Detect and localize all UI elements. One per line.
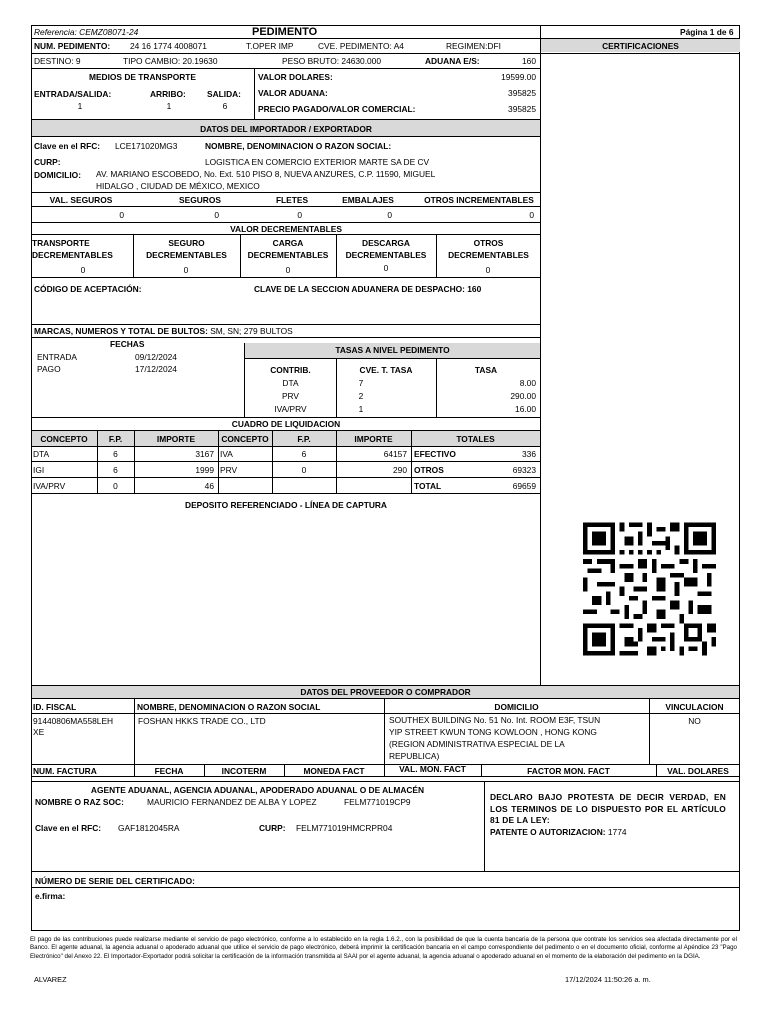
total-total: 69659 bbox=[512, 481, 536, 491]
factura-header-5: FACTOR MON. FACT bbox=[527, 766, 610, 776]
decrementables-header-3b: DECREMENTABLES bbox=[345, 250, 427, 260]
proveedor-nombre-label: NOMBRE, DENOMINACION O RAZON SOCIAL bbox=[137, 702, 321, 712]
proveedor-domicilio-3: (REGION ADMINISTRATIVA ESPECIAL DE LA bbox=[389, 739, 565, 749]
domicilio-line1: AV. MARIANO ESCOBEDO, No. Ext. 510 PISO 8, NUEVA ANZURES, C.P. 11590, MIGUEL bbox=[96, 169, 436, 179]
id-fiscal-line2: XE bbox=[33, 727, 45, 737]
agente-curp: FELM771019HMCRPR04 bbox=[296, 823, 393, 833]
liq-concepto2-1: PRV bbox=[220, 465, 238, 475]
vinculacion-label: VINCULACION bbox=[665, 702, 724, 712]
decrementables-header-4b: DECREMENTABLES bbox=[448, 250, 529, 260]
liquidacion-header-importe-2: IMPORTE bbox=[354, 434, 393, 444]
liq-fp-2: 0 bbox=[113, 481, 118, 491]
liq-importe-0: 3167 bbox=[195, 449, 214, 459]
liq-fp2-1: 0 bbox=[301, 465, 307, 475]
importador-nombre-label: NOMBRE, DENOMINACION O RAZON SOCIAL: bbox=[205, 141, 392, 151]
tipo-cambio: TIPO CAMBIO: 20.19630 bbox=[123, 56, 218, 66]
importador-rfc: LCE171020MG3 bbox=[115, 141, 178, 151]
factura-header-1: FECHA bbox=[154, 766, 184, 776]
incrementables-value-3: 0 bbox=[387, 210, 392, 220]
incrementables-header-1: SEGUROS bbox=[179, 195, 221, 205]
liq-fp-1: 6 bbox=[113, 465, 118, 475]
precio-pagado-value: 395825 bbox=[508, 104, 536, 114]
transporte-title: MEDIOS DE TRANSPORTE bbox=[88, 72, 197, 82]
factura-header-4: VAL. MON. FACT bbox=[399, 764, 466, 774]
liquidacion-header-fp-2: F.P. bbox=[297, 434, 311, 444]
fecha-pago: 17/12/2024 bbox=[135, 364, 177, 374]
fecha-entrada-label: ENTRADA bbox=[37, 352, 78, 362]
aduana-value: 160 bbox=[522, 56, 536, 66]
incrementables-value-0: 0 bbox=[119, 210, 124, 220]
entrada-salida-value: 1 bbox=[77, 101, 83, 111]
decrementables-header-1a: SEGURO bbox=[168, 238, 205, 248]
vinculacion-value: NO bbox=[688, 716, 701, 726]
clave-pedimento: CVE. PEDIMENTO: A4 bbox=[318, 41, 404, 51]
total-total-label: TOTAL bbox=[414, 481, 442, 491]
decrementables-header-3a: DESCARGA bbox=[362, 238, 410, 248]
total-efectivo-label: EFECTIVO bbox=[414, 449, 456, 459]
agente-rfc: GAF1812045RA bbox=[118, 823, 180, 833]
domicilio-line2: HIDALGO , CIUDAD DE MÉXICO, MEXICO bbox=[96, 181, 260, 191]
tasa-cve-0: 7 bbox=[358, 378, 364, 388]
valor-aduana-value: 395825 bbox=[508, 88, 536, 98]
patente-value: 1774 bbox=[607, 827, 627, 837]
tasa-cve-1: 2 bbox=[358, 391, 364, 401]
arribo-value: 1 bbox=[166, 101, 172, 111]
proveedor-domicilio-1: SOUTHEX BUILDING No. 51 No. Int. ROOM E3F, TSUN bbox=[389, 715, 601, 725]
tasas-title: TASAS A NIVEL PEDIMENTO bbox=[335, 345, 450, 355]
num-pedimento-label: NUM. PEDIMENTO: bbox=[34, 41, 111, 51]
fecha-pago-label: PAGO bbox=[37, 364, 61, 374]
importador-nombre: LOGISTICA EN COMERCIO EXTERIOR MARTE SA DE CV bbox=[205, 157, 430, 167]
decrementables-value-0: 0 bbox=[80, 265, 86, 275]
marcas bbox=[34, 326, 293, 336]
page-title: PEDIMENTO bbox=[252, 26, 318, 38]
domicilio-label: DOMICILIO: bbox=[34, 170, 81, 180]
clave-seccion-aduanera: CLAVE DE LA SECCION ADUANERA DE DESPACHO: 160 bbox=[254, 284, 482, 294]
proveedor-domicilio-2: YIP STREET KWUN TONG KOWLOON , HONG KONG bbox=[389, 727, 597, 737]
factura-header-2: INCOTERM bbox=[221, 766, 267, 776]
agente-curp-label: CURP: bbox=[259, 823, 286, 833]
liq-fp-0: 6 bbox=[113, 449, 118, 459]
salida-value: 6 bbox=[222, 101, 228, 111]
qr-code-icon bbox=[583, 520, 716, 658]
destino: DESTINO: 9 bbox=[34, 56, 81, 66]
decrementables-header-2a: CARGA bbox=[272, 238, 304, 248]
liq-importe-1: 1999 bbox=[195, 465, 214, 475]
declaracion-protesta: DECLARO BAJO PROTESTA DE DECIR VERDAD, EN LOS TERMINOS DE LO DISPUESTO POR EL ARTÍCULO 81 DE LA LEY: bbox=[490, 792, 726, 825]
factura-header-6: VAL. DOLARES bbox=[667, 766, 729, 776]
importador-rfc-label: Clave en el RFC: bbox=[34, 141, 101, 151]
regimen: REGIMEN:DFI bbox=[446, 41, 501, 51]
peso-bruto: PESO BRUTO: 24630.000 bbox=[282, 56, 382, 66]
liquidacion-header-fp-1: F.P. bbox=[108, 434, 123, 444]
liquidacion-header-totales: TOTALES bbox=[456, 434, 495, 444]
liq-importe-2: 46 bbox=[204, 481, 214, 491]
tasas-header-1: CVE. T. TASA bbox=[359, 365, 413, 375]
marcas-label: MARCAS, NUMEROS Y TOTAL DE BULTOS: bbox=[34, 326, 208, 336]
decrementables-header-2b: DECREMENTABLES bbox=[247, 250, 329, 260]
liquidacion-header-concepto-2: CONCEPTO bbox=[221, 434, 269, 444]
aduana-label: ADUANA E/S: bbox=[425, 56, 480, 66]
num-pedimento: 24 16 1774 4008071 bbox=[130, 41, 207, 51]
codigo-aceptacion-label: CÓDIGO DE ACEPTACIÓN: bbox=[34, 284, 142, 294]
proveedor-domicilio-label: DOMICILIO bbox=[494, 702, 539, 712]
agente-rfc-inline: FELM771019CP9 bbox=[344, 797, 411, 807]
arribo-label: ARRIBO: bbox=[150, 89, 186, 99]
timestamp: 17/12/2024 11:50:26 a. m. bbox=[565, 975, 651, 984]
liq-importe2-0: 64157 bbox=[383, 449, 407, 459]
factura-header-3: MONEDA FACT bbox=[303, 766, 365, 776]
incrementables-value-2: 0 bbox=[297, 210, 302, 220]
decrementables-value-2: 0 bbox=[285, 265, 291, 275]
decrementables-header-4a: OTROS bbox=[473, 238, 504, 248]
deposito-title: DEPOSITO REFERENCIADO - LÍNEA DE CAPTURA bbox=[185, 500, 387, 510]
id-fiscal-label: ID. FISCAL bbox=[33, 702, 77, 712]
incrementables-header-2: FLETES bbox=[275, 195, 309, 205]
tasa-valor-2: 16.00 bbox=[515, 404, 536, 414]
liq-concepto-2: IVA/PRV bbox=[33, 481, 66, 491]
tasa-contrib-1: PRV bbox=[281, 391, 300, 401]
referencia: Referencia: CEMZ08071-24 bbox=[34, 27, 139, 37]
factura-header-0: NUM. FACTURA bbox=[33, 766, 97, 776]
proveedor-title: DATOS DEL PROVEEDOR O COMPRADOR bbox=[300, 687, 471, 697]
serie-certificado-label: NÚMERO DE SERIE DEL CERTIFICADO: bbox=[35, 876, 195, 886]
incrementables-header-4: OTROS INCREMENTABLES bbox=[424, 195, 534, 205]
valor-dolares-value: 19599.00 bbox=[501, 72, 536, 82]
decrementables-header-1b: DECREMENTABLES bbox=[146, 250, 227, 260]
decrementables-header-0a: TRANSPORTE bbox=[32, 238, 90, 248]
curp-label: CURP: bbox=[34, 157, 61, 167]
usuario: ALVAREZ bbox=[34, 975, 67, 984]
fechas-title: FECHAS bbox=[110, 339, 145, 349]
tasa-contrib-2: IVA/PRV bbox=[274, 404, 307, 414]
tasa-cve-2: 1 bbox=[358, 404, 364, 414]
importador-title: DATOS DEL IMPORTADOR / EXPORTADOR bbox=[200, 124, 372, 134]
proveedor-nombre: FOSHAN HKKS TRADE CO., LTD bbox=[138, 716, 266, 726]
decrementables-title: VALOR DECREMENTABLES bbox=[230, 224, 342, 234]
nota-pago-electronico: El pago de las contribuciones puede realizarse mediante el servicio de pago electrónico, conforme a lo establecido en la regla 1.6.2., con la posibilidad de que la cuenta bancaria de la persona que contrate los servicios sea afectada directamente por el Banco. El agente aduanal, la agencia aduanal o apoderado aduanal que utilice el servicio de pago electrónico, deberá imprimir la certificación bancaria en el campo correspondiente del pedimento o en el documento oficial, conforme al Apéndice 23 "Pago Electrónico" del Anexo 22. El Importador-Exportador podrá solicitar la certificación de la información transmitida al SAAI por el agente aduanal, la agencia aduanal o apoderado aduanal en el momento de la elaboración del pedimento en la DGIA. bbox=[30, 936, 737, 960]
liquidacion-title: CUADRO DE LIQUIDACION bbox=[231, 419, 341, 429]
marcas-value: SM, SN; 279 BULTOS bbox=[210, 326, 293, 336]
decrementables-value-4: 0 bbox=[485, 265, 491, 275]
liquidacion-header-importe-1: IMPORTE bbox=[156, 434, 196, 444]
liquidacion-header-concepto-1: CONCEPTO bbox=[40, 434, 88, 444]
decrementables-value-3: 0 bbox=[383, 263, 389, 273]
incrementables-value-1: 0 bbox=[214, 210, 219, 220]
agente-nombre-label: NOMBRE O RAZ SOC: bbox=[35, 797, 124, 807]
decrementables-header-0b: DECREMENTABLES bbox=[32, 250, 113, 260]
fecha-entrada: 09/12/2024 bbox=[135, 352, 177, 362]
entrada-salida-label: ENTRADA/SALIDA: bbox=[34, 89, 112, 99]
liq-concepto2-0: IVA bbox=[220, 449, 233, 459]
patente-label bbox=[490, 827, 627, 837]
tasa-valor-1: 290.00 bbox=[510, 391, 536, 401]
liq-concepto-0: DTA bbox=[33, 449, 50, 459]
decrementables-value-1: 0 bbox=[183, 265, 189, 275]
id-fiscal-line1: 91440806MA558LEH bbox=[33, 716, 114, 726]
efirma-label: e.firma: bbox=[35, 891, 66, 901]
valor-aduana-label: VALOR ADUANA: bbox=[258, 88, 328, 98]
agente-title: AGENTE ADUANAL, AGENCIA ADUANAL, APODERADO ADUANAL O DE ALMACÉN bbox=[90, 785, 425, 795]
patente-label-text: PATENTE O AUTORIZACION: bbox=[490, 827, 606, 837]
liq-concepto-1: IGI bbox=[33, 465, 45, 475]
tipo-operacion: T.OPER IMP bbox=[246, 41, 294, 51]
tasas-header-2: TASA bbox=[474, 365, 498, 375]
certificaciones-title: CERTIFICACIONES bbox=[602, 41, 679, 51]
proveedor-domicilio-4: REPUBLICA) bbox=[389, 751, 440, 761]
tasas-header-0: CONTRIB. bbox=[270, 365, 311, 375]
total-otros: 69323 bbox=[512, 465, 536, 475]
total-efectivo: 336 bbox=[522, 449, 536, 459]
tasa-valor-0: 8.00 bbox=[519, 378, 536, 388]
total-otros-label: OTROS bbox=[414, 465, 444, 475]
liq-fp2-0: 6 bbox=[301, 449, 307, 459]
liq-importe2-1: 290 bbox=[393, 465, 407, 475]
agente-rfc-label: Clave en el RFC: bbox=[35, 823, 102, 833]
incrementables-value-4: 0 bbox=[529, 210, 534, 220]
precio-pagado-label: PRECIO PAGADO/VALOR COMERCIAL: bbox=[258, 104, 416, 114]
page-number: Página 1 de 6 bbox=[680, 27, 734, 37]
salida-label: SALIDA: bbox=[207, 89, 241, 99]
valor-dolares-label: VALOR DOLARES: bbox=[258, 72, 333, 82]
tasa-contrib-0: DTA bbox=[282, 378, 299, 388]
agente-nombre: MAURICIO FERNANDEZ DE ALBA Y LOPEZ bbox=[147, 797, 317, 807]
incrementables-header-0: VAL. SEGUROS bbox=[49, 195, 113, 205]
incrementables-header-3: EMBALAJES bbox=[342, 195, 394, 205]
